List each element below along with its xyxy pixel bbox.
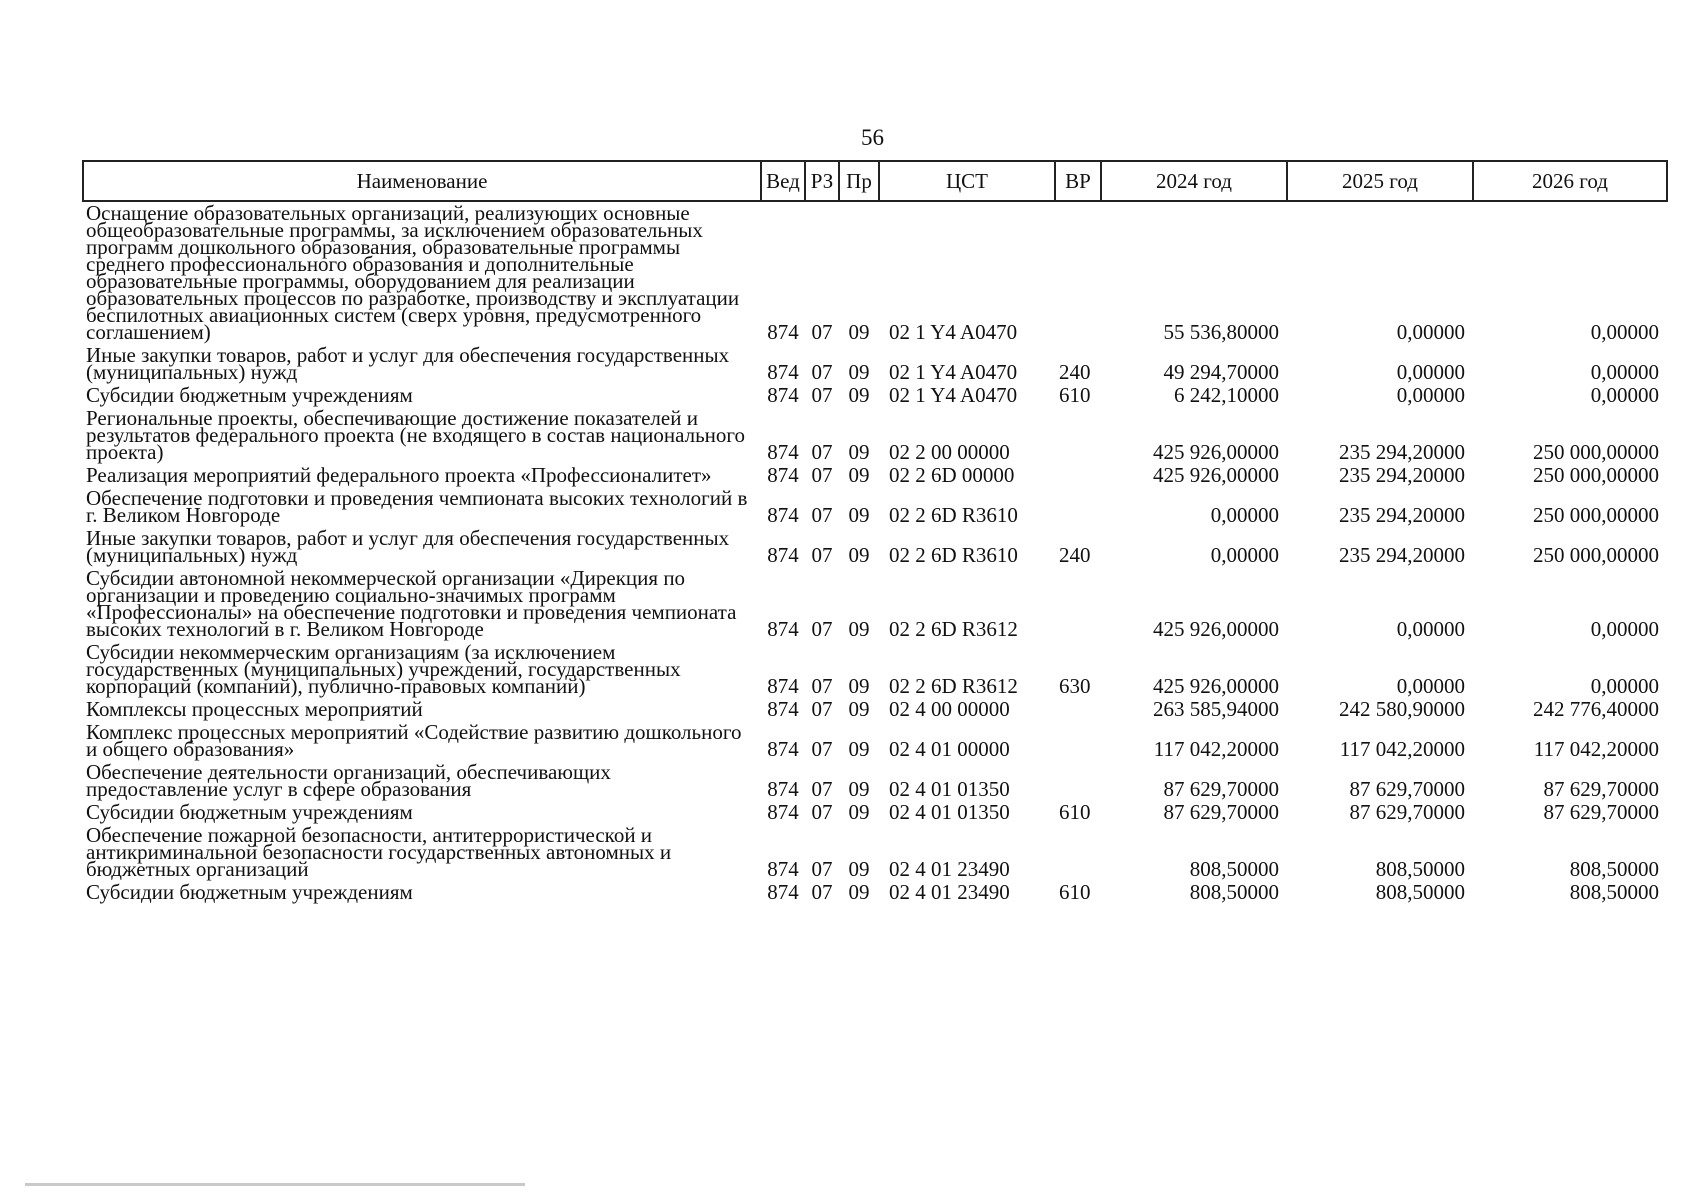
row-value-2025: 87 629,70000 — [1349, 800, 1465, 824]
row-vr — [1055, 567, 1101, 641]
table-row — [83, 527, 1667, 567]
row-ved: 874 — [767, 880, 799, 904]
header-name: Наименование — [83, 161, 761, 201]
row-cst: 02 1 Y4 A0470 — [889, 320, 1018, 344]
row-ved: 874 — [767, 503, 799, 527]
row-rz: 07 — [811, 320, 833, 344]
row-vr: 240 — [1059, 360, 1091, 384]
row-vr: 610 — [1059, 800, 1091, 824]
row-name: Комплексы процессных мероприятий — [86, 697, 423, 721]
row-pr: 09 — [848, 777, 870, 801]
header-cst: ЦСТ — [879, 161, 1055, 201]
table-body — [83, 201, 1667, 904]
table-row — [83, 487, 1667, 527]
row-value-2026: 0,00000 — [1590, 360, 1659, 384]
header-vr: ВР — [1055, 161, 1101, 201]
row-vr — [1055, 761, 1101, 801]
row-value-2026: 808,50000 — [1569, 880, 1659, 904]
row-value-2026: 117 042,20000 — [1533, 737, 1659, 761]
row-pr: 09 — [848, 617, 870, 641]
row-pr: 09 — [848, 697, 870, 721]
row-name: Субсидии бюджетным учреждениям — [86, 800, 413, 824]
row-pr: 09 — [848, 383, 870, 407]
row-value-2025: 0,00000 — [1396, 360, 1465, 384]
row-ved: 874 — [767, 777, 799, 801]
header-ved: Вед — [761, 161, 805, 201]
row-cst: 02 2 6D R3610 — [889, 543, 1018, 567]
row-cst: 02 4 01 00000 — [889, 737, 1010, 761]
row-ved: 874 — [767, 857, 799, 881]
table-header-row — [83, 161, 1667, 201]
row-value-2024: 55 536,80000 — [1163, 320, 1279, 344]
row-rz: 07 — [811, 697, 833, 721]
row-vr — [1055, 824, 1101, 881]
row-value-2026: 0,00000 — [1590, 617, 1659, 641]
table-row — [83, 344, 1667, 384]
row-rz: 07 — [811, 674, 833, 698]
row-name: Субсидии автономной некоммерческой организации «Дирекция по организации и проведению социально-значимых программ «Профессионалы» на обеспечение подготовки и проведения чемпионата высоких технологий в г. Великом Новгороде — [86, 566, 737, 641]
row-vr: 610 — [1059, 880, 1091, 904]
row-name: Субсидии бюджетным учреждениям — [86, 880, 413, 904]
row-rz: 07 — [811, 543, 833, 567]
row-name: Субсидии некоммерческим организациям (за исключением государственных (муниципальных) учреждений, государственных корпораций (компаний), публично-правовых компаний) — [86, 640, 681, 698]
table-row — [83, 824, 1667, 881]
row-rz: 07 — [811, 737, 833, 761]
row-value-2024: 425 926,00000 — [1153, 463, 1279, 487]
row-ved: 874 — [767, 383, 799, 407]
row-name: Субсидии бюджетным учреждениям — [86, 383, 413, 407]
row-vr — [1055, 487, 1101, 527]
row-cst: 02 4 00 00000 — [889, 697, 1010, 721]
page-number: 56 — [861, 125, 884, 150]
row-pr: 09 — [848, 880, 870, 904]
header-2024: 2024 год — [1101, 161, 1287, 201]
scan-edge-line — [25, 1183, 525, 1186]
row-value-2025: 235 294,20000 — [1339, 503, 1465, 527]
row-ved: 874 — [767, 697, 799, 721]
table-row — [83, 464, 1667, 487]
row-pr: 09 — [848, 463, 870, 487]
row-value-2025: 0,00000 — [1396, 320, 1465, 344]
header-pr: Пр — [839, 161, 879, 201]
row-value-2024: 87 629,70000 — [1163, 800, 1279, 824]
row-value-2024: 808,50000 — [1189, 880, 1279, 904]
row-ved: 874 — [767, 674, 799, 698]
row-name: Иные закупки товаров, работ и услуг для обеспечения государственных (муниципальных) нужд — [86, 343, 730, 384]
row-ved: 874 — [767, 617, 799, 641]
row-name: Комплекс процессных мероприятий «Содействие развитию дошкольного и общего образования» — [86, 720, 742, 761]
row-rz: 07 — [811, 383, 833, 407]
row-ved: 874 — [767, 440, 799, 464]
row-vr — [1055, 201, 1101, 344]
row-ved: 874 — [767, 320, 799, 344]
row-value-2026: 808,50000 — [1569, 857, 1659, 881]
row-pr: 09 — [848, 543, 870, 567]
row-value-2025: 235 294,20000 — [1339, 440, 1465, 464]
row-pr: 09 — [848, 737, 870, 761]
row-value-2024: 87 629,70000 — [1163, 777, 1279, 801]
row-value-2024: 49 294,70000 — [1163, 360, 1279, 384]
table-row — [83, 641, 1667, 698]
row-value-2024: 6 242,10000 — [1174, 383, 1279, 407]
row-value-2025: 808,50000 — [1375, 857, 1465, 881]
row-ved: 874 — [767, 543, 799, 567]
row-name: Обеспечение деятельности организаций, обеспечивающих предоставление услуг в сфере образования — [86, 760, 611, 801]
row-name: Оснащение образовательных организаций, реализующих основные общеобразовательные программы, за исключением образовательных программ дошкольного образования, образовательные программы среднего профессионального образования и дополнительные образовательные программы, оборудованием для реализации образовательных процессов по разработке, производству и эксплуатации беспилотных авиационных систем (сверх уровня, предусмотренного соглашением) — [86, 201, 740, 344]
row-name: Региональные проекты, обеспечивающие достижение показателей и результатов федерального проекта (не входящего в состав национального проекта) — [86, 406, 745, 464]
row-value-2025: 87 629,70000 — [1349, 777, 1465, 801]
row-value-2026: 242 776,40000 — [1533, 697, 1659, 721]
row-ved: 874 — [767, 737, 799, 761]
row-cst: 02 1 Y4 A0470 — [889, 360, 1018, 384]
row-cst: 02 2 6D R3612 — [889, 674, 1018, 698]
row-value-2025: 242 580,90000 — [1339, 697, 1465, 721]
row-value-2026: 250 000,00000 — [1533, 503, 1659, 527]
row-value-2025: 117 042,20000 — [1339, 737, 1465, 761]
row-ved: 874 — [767, 463, 799, 487]
row-value-2026: 250 000,00000 — [1533, 440, 1659, 464]
header-rz: РЗ — [805, 161, 839, 201]
row-cst: 02 2 00 00000 — [889, 440, 1010, 464]
row-value-2025: 235 294,20000 — [1339, 543, 1465, 567]
table-row — [83, 721, 1667, 761]
row-value-2025: 0,00000 — [1396, 383, 1465, 407]
row-cst: 02 4 01 23490 — [889, 857, 1010, 881]
row-rz: 07 — [811, 800, 833, 824]
row-cst: 02 2 6D R3610 — [889, 503, 1018, 527]
row-pr: 09 — [848, 440, 870, 464]
table-row — [83, 407, 1667, 464]
row-value-2026: 250 000,00000 — [1533, 543, 1659, 567]
row-name: Иные закупки товаров, работ и услуг для обеспечения государственных (муниципальных) нужд — [86, 526, 730, 567]
row-cst: 02 2 6D 00000 — [889, 463, 1015, 487]
row-value-2026: 0,00000 — [1590, 383, 1659, 407]
row-name: Обеспечение пожарной безопасности, антитеррористической и антикриминальной безопасности государственных автономных и бюджетных организаций — [86, 823, 672, 881]
row-value-2024: 425 926,00000 — [1153, 617, 1279, 641]
row-cst: 02 4 01 23490 — [889, 880, 1010, 904]
row-value-2024: 425 926,00000 — [1153, 440, 1279, 464]
row-value-2024: 808,50000 — [1189, 857, 1279, 881]
table-row — [83, 881, 1667, 904]
row-vr: 240 — [1059, 543, 1091, 567]
row-value-2026: 0,00000 — [1590, 674, 1659, 698]
row-ved: 874 — [767, 360, 799, 384]
row-value-2025: 235 294,20000 — [1339, 463, 1465, 487]
row-value-2024: 0,00000 — [1210, 503, 1279, 527]
header-2025: 2025 год — [1287, 161, 1473, 201]
row-vr: 630 — [1059, 674, 1091, 698]
row-name: Реализация мероприятий федерального проекта «Профессионалитет» — [86, 463, 712, 487]
row-value-2024: 425 926,00000 — [1153, 674, 1279, 698]
table-row — [83, 801, 1667, 824]
row-rz: 07 — [811, 880, 833, 904]
row-rz: 07 — [811, 857, 833, 881]
row-cst: 02 1 Y4 A0470 — [889, 383, 1018, 407]
table-row — [83, 698, 1667, 721]
row-value-2024: 0,00000 — [1210, 543, 1279, 567]
table-row — [83, 201, 1667, 344]
row-rz: 07 — [811, 360, 833, 384]
row-value-2026: 250 000,00000 — [1533, 463, 1659, 487]
row-value-2025: 808,50000 — [1375, 880, 1465, 904]
row-pr: 09 — [848, 674, 870, 698]
row-rz: 07 — [811, 503, 833, 527]
table-row — [83, 384, 1667, 407]
row-rz: 07 — [811, 440, 833, 464]
row-name: Обеспечение подготовки и проведения чемпионата высоких технологий в г. Великом Новгороде — [86, 486, 748, 527]
row-value-2025: 0,00000 — [1396, 617, 1465, 641]
budget-table — [82, 160, 1668, 904]
row-value-2024: 263 585,94000 — [1153, 697, 1279, 721]
row-pr: 09 — [848, 360, 870, 384]
row-pr: 09 — [848, 857, 870, 881]
row-vr: 610 — [1059, 383, 1091, 407]
row-rz: 07 — [811, 463, 833, 487]
row-value-2025: 0,00000 — [1396, 674, 1465, 698]
row-vr — [1055, 407, 1101, 464]
row-cst: 02 2 6D R3612 — [889, 617, 1018, 641]
row-cst: 02 4 01 01350 — [889, 800, 1010, 824]
row-cst: 02 4 01 01350 — [889, 777, 1010, 801]
row-vr — [1055, 698, 1101, 721]
row-rz: 07 — [811, 777, 833, 801]
table-row — [83, 567, 1667, 641]
table-row — [83, 761, 1667, 801]
row-pr: 09 — [848, 503, 870, 527]
row-pr: 09 — [848, 800, 870, 824]
row-value-2026: 87 629,70000 — [1543, 777, 1659, 801]
header-2026: 2026 год — [1473, 161, 1667, 201]
row-vr — [1055, 464, 1101, 487]
row-vr — [1055, 721, 1101, 761]
row-value-2026: 0,00000 — [1590, 320, 1659, 344]
row-value-2026: 87 629,70000 — [1543, 800, 1659, 824]
row-pr: 09 — [848, 320, 870, 344]
row-rz: 07 — [811, 617, 833, 641]
row-ved: 874 — [767, 800, 799, 824]
row-value-2024: 117 042,20000 — [1153, 737, 1279, 761]
